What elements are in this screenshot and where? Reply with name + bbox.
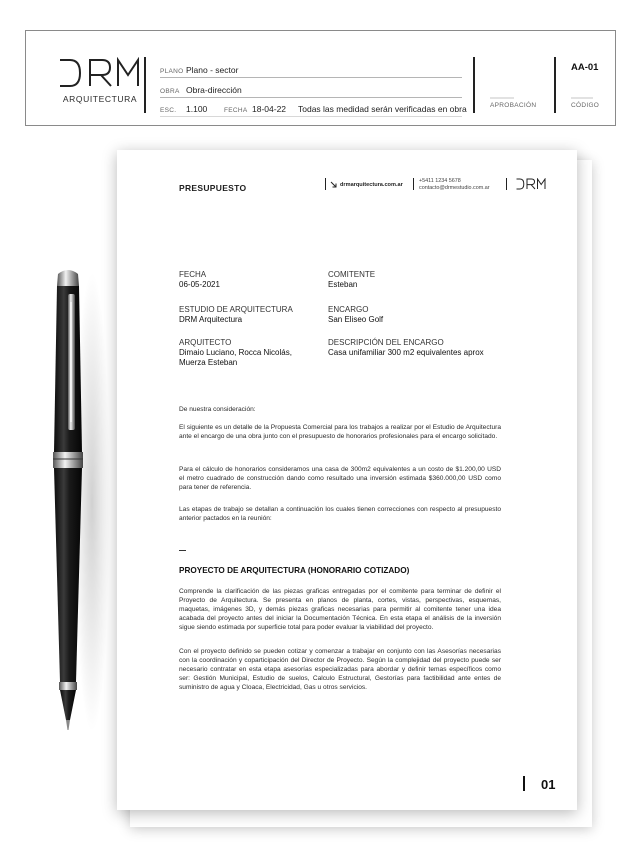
estudio-field <box>179 305 293 325</box>
obra-value: Obra-dirección <box>186 85 242 95</box>
comitente-label: COMITENTE <box>328 270 376 279</box>
esc-row <box>160 98 467 114</box>
document-title: PRESUPUESTO <box>179 183 247 193</box>
descripcion-field <box>328 338 484 358</box>
encargo-label: ENCARGO <box>328 305 369 314</box>
page-number-bar <box>523 776 525 791</box>
paragraph-stages: Las etapas de trabajo se detallan a continuación los cuales tienen correcciones con respecto al presupuesto anterior pactados en la reunión: <box>179 506 501 523</box>
website-text: drmarquitectura.com.ar <box>340 181 403 188</box>
fecha-value: 06-05-2021 <box>179 280 220 289</box>
header-logo <box>515 177 547 195</box>
drm-logo-small <box>515 178 547 190</box>
pen-illustration <box>40 262 112 742</box>
paragraph-fees: Para el cálculo de honorarios consideramos una casa de 300m2 equivalentes a un costo de $1.200,00 USD el metro cuadrado de construcción dando como resultado una inversión estimada $360.000,00 USD como para tener de referencia. <box>179 466 501 492</box>
paragraph-project: Comprende la clarificación de las piezas graficas entregadas por el comitente para terminar de definir el Proyecto de Arquitectura. Se presenta en planos de planta, cortes, vistas, perspectivas, esquemas, maquetas, imágenes 3D, y demás piezas graficas necesarias para permitir al comitente tener una idea acabada del proyecto antes del iniciar la Documentación Técnica. En esta etapa el análisis de la inversión sigue siendo estimada por superficie total para poder evaluar la viabilidad del proyecto. <box>179 588 501 632</box>
rule <box>160 77 462 78</box>
fecha-label: FECHA <box>179 270 207 279</box>
document-sheet <box>117 150 577 810</box>
rule <box>571 97 593 99</box>
divider <box>473 57 475 113</box>
plano-label: PLANO <box>160 68 184 75</box>
descripcion-value: Casa unifamiliar 300 m2 equivalentes aprox <box>328 348 484 357</box>
drm-logo <box>54 57 146 104</box>
esc-value: 1.100 <box>186 104 208 114</box>
email: contacto@drmestudio.com.ar <box>419 185 490 191</box>
estudio-value: DRM Arquitectura <box>179 315 243 324</box>
divider <box>554 57 556 113</box>
header-divider <box>506 178 507 190</box>
esc-label: ESC. <box>160 107 177 114</box>
fecha-field <box>179 270 220 290</box>
drm-logo-mark <box>54 57 146 91</box>
header-divider <box>325 178 326 190</box>
logo-subtitle: ARQUITECTURA <box>62 94 138 104</box>
comitente-field <box>328 270 375 290</box>
section-dash <box>179 550 186 551</box>
verification-note: Todas las medidad serán verificadas en obra <box>298 104 467 114</box>
plan-code: AA-01 <box>571 62 599 73</box>
arquitecto-field <box>179 338 292 368</box>
arquitecto-label: ARQUITECTO <box>179 338 232 347</box>
greeting: De nuestra consideración: <box>179 406 256 413</box>
plano-row <box>160 59 238 75</box>
fecha-label: FECHA <box>224 107 248 114</box>
website <box>330 181 403 188</box>
phone: +5411 1234 5678 <box>419 178 461 184</box>
rule <box>490 97 514 99</box>
descripcion-label: DESCRIPCIÓN DEL ENCARGO <box>328 338 444 347</box>
header-divider <box>413 178 414 190</box>
arquitecto-value-2: Muerza Esteban <box>179 358 238 367</box>
codigo-label: CÓDIGO <box>571 102 600 109</box>
plano-value: Plano - sector <box>186 65 239 75</box>
divider <box>144 57 146 113</box>
paragraph-intro: El siguiente es un detalle de la Propuesta Comercial para los trabajos a realizar por el Estudio de Arquitectura ante el encargo de una obra junto con el presupuesto de honorarios profesionales para el encargo solicitado. <box>179 424 501 441</box>
paragraph-advisory: Con el proyecto definido se pueden cotizar y comenzar a trabajar en conjunto con las Asesorías necesarias con la coordinación y coparticipación del Director de Proyecto. Según la complejidad del proyecto puede ser necesario contratar en esta etapa asesorías especializadas para abordar y definir temas específicos como ser: Gestión Municipal, Estudio de suelos, Calculo Estructural, Gestorías para factibilidad ante entes de suministro de agua y Cloaca, Electricidad, Gas u otros servicios. <box>179 648 501 692</box>
page-number: 01 <box>541 777 556 792</box>
title-block <box>25 30 616 126</box>
arquitecto-value-1: Dimaio Luciano, Rocca Nicolás, <box>179 348 292 357</box>
aprobacion-label: APROBACIÓN <box>490 102 537 109</box>
estudio-label: ESTUDIO DE ARQUITECTURA <box>179 305 293 314</box>
obra-label: OBRA <box>160 88 180 95</box>
fecha-value: 18-04-22 <box>252 104 287 114</box>
section-title: PROYECTO DE ARQUITECTURA (HONORARIO COTIZADO) <box>179 566 410 575</box>
contact-info <box>419 178 490 192</box>
arrow-icon <box>330 181 337 188</box>
obra-row <box>160 79 242 95</box>
encargo-field <box>328 305 383 325</box>
rule <box>160 116 462 117</box>
comitente-value: Esteban <box>328 280 358 289</box>
encargo-value: San Eliseo Golf <box>328 315 384 324</box>
